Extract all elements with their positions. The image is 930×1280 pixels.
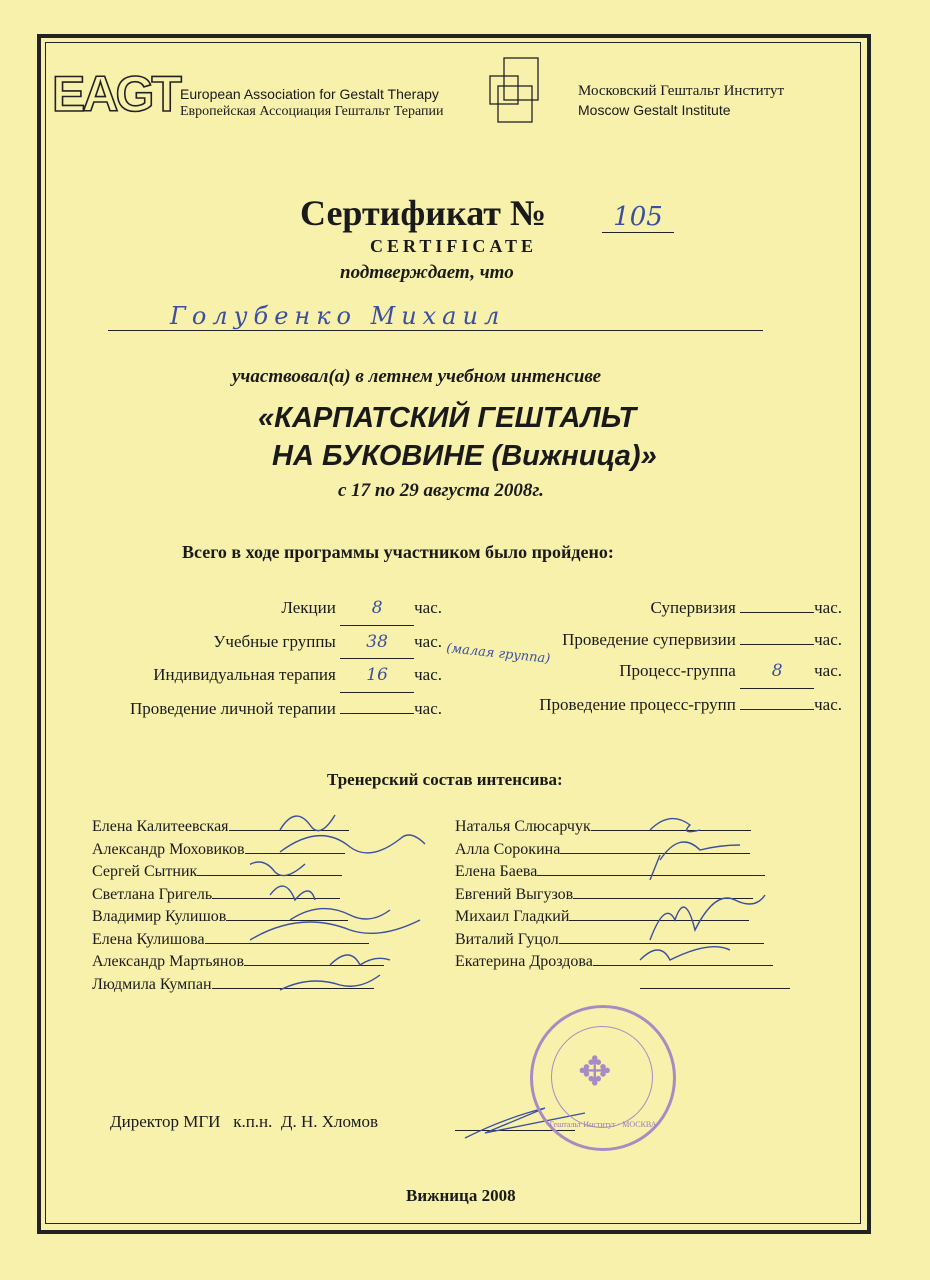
trainer-name: Александр Моховиков	[92, 839, 384, 862]
certificate-number: 105	[602, 202, 674, 233]
org-left-en: European Association for Gestalt Therapy	[180, 86, 439, 102]
program-dates: с 17 по 29 августа 2008г.	[338, 480, 544, 501]
trainer-name: Наталья Слюсарчук	[455, 816, 790, 839]
confirms-text: подтверждает, что	[340, 262, 514, 283]
eagle-emblem-icon: ✥	[578, 1049, 612, 1094]
recipient-line	[108, 330, 763, 331]
trainer-name: Александр Мартьянов	[92, 951, 384, 974]
trainer-name: Евгений Выгузов	[455, 884, 790, 907]
org-left-ru: Европейская Ассоциация Гештальт Терапии	[180, 104, 444, 119]
trainer-name: Михаил Гладкий	[455, 906, 790, 929]
stamp-text: Гештальт Институт · МОСКВА	[549, 1120, 657, 1129]
director-line: Директор МГИ к.п.н. Д. Н. Хломов	[110, 1112, 378, 1131]
eagt-logo: EAGT	[52, 66, 179, 122]
org-right-ru: Московский Гештальт Институт	[578, 83, 785, 99]
recipient-name: Голубенко Михаил	[170, 302, 506, 330]
mgi-logo	[488, 56, 548, 126]
trainers-heading: Тренерский состав интенсива:	[327, 770, 563, 789]
certificate-en: CERTIFICATE	[370, 236, 538, 256]
trainer-name: Владимир Кулишов	[92, 906, 384, 929]
hours-row-conducting-process-groups: Проведение процесс-групп час.	[539, 694, 842, 714]
handwritten-note: (малая группа)	[445, 640, 551, 667]
hours-heading: Всего в ходе программы участником было пройдено:	[182, 542, 614, 562]
trainer-name: Алла Сорокина	[455, 839, 790, 862]
participated-text: участвовал(а) в летнем учебном интенсиве	[232, 366, 602, 387]
hours-row-individual-therapy: Индивидуальная терапия 16 час.	[130, 659, 442, 693]
footer-place-year: Вижница 2008	[406, 1186, 516, 1205]
hours-row-conducting-supervision: Проведение супервизии час.	[562, 629, 842, 649]
trainer-name: Людмила Кумпан	[92, 974, 384, 997]
trainer-name: Виталий Гуцол	[455, 929, 790, 952]
trainer-name: Сергей Сытник	[92, 861, 384, 884]
certificate-title: Сертификат №	[300, 193, 547, 233]
signatures	[250, 800, 790, 1000]
hours-row-supervision: Супервизия час.	[650, 598, 842, 617]
program-title-line1: «КАРПАТСКИЙ ГЕШТАЛЬТ	[258, 402, 637, 434]
trainer-name: Елена Кулишова	[92, 929, 384, 952]
hours-row-study-groups: Учебные группы 38 час.	[130, 626, 442, 660]
trainer-name: Екатерина Дроздова	[455, 951, 790, 974]
org-right-en: Moscow Gestalt Institute	[578, 102, 731, 118]
institute-stamp	[530, 1005, 676, 1151]
program-title-line2: НА БУКОВИНЕ (Вижница)»	[272, 440, 657, 472]
trainer-name: Елена Баева	[455, 861, 790, 884]
hours-row-lectures: Лекции 8 час.	[130, 592, 442, 626]
trainer-name: Светлана Григель	[92, 884, 384, 907]
hours-row-process-group: Процесс-группа 8 час.	[539, 655, 842, 689]
trainer-name: Елена Калитеевская	[92, 816, 384, 839]
hours-row-personal-therapy: Проведение личной терапии час.	[129, 698, 442, 718]
